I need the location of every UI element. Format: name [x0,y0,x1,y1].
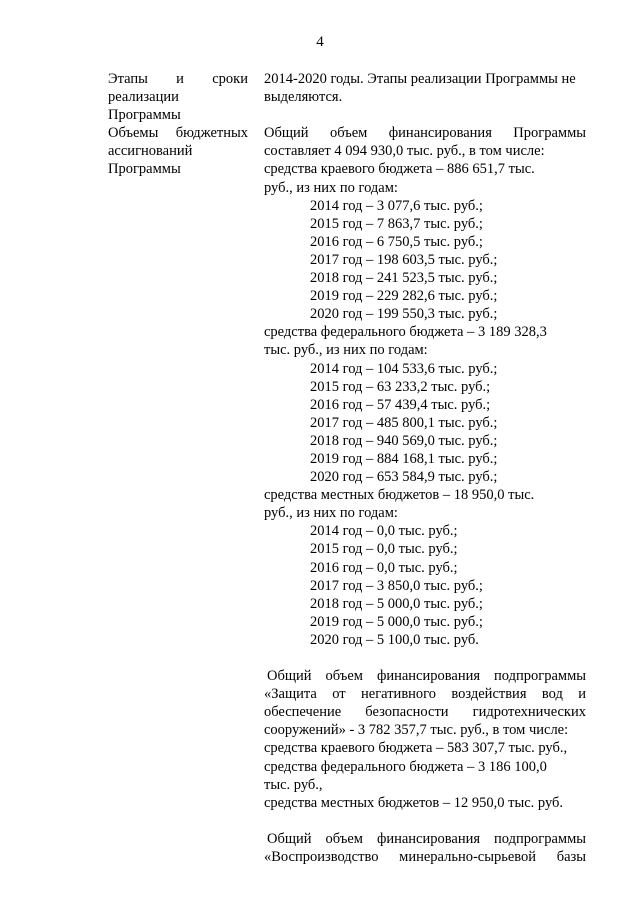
budget-label [108,124,248,866]
stages-label [108,70,248,124]
year-line: 2014 год – 0,0 тыс. руб.; [310,523,458,540]
year-line: 2019 год – 229 282,6 тыс. руб.; [310,288,498,305]
subprogram-line: Общий объем финансирования подпрограммы [267,830,586,847]
year-line: 2018 год – 241 523,5 тыс. руб.; [310,270,498,287]
label-line: Программы [108,161,181,178]
year-line: 2019 год – 5 000,0 тыс. руб.; [310,613,483,630]
spacer [264,649,586,667]
page-number: 4 [316,34,324,50]
subprogram-line: Общий объем финансирования подпрограммы [267,668,586,685]
year-line: 2014 год – 104 533,6 тыс. руб.; [310,360,498,377]
year-line: 2015 год – 7 863,7 тыс. руб.; [310,215,483,232]
subprogram-2-block [264,830,586,866]
year-line: 2018 год – 5 000,0 тыс. руб.; [310,595,483,612]
subprogram-line: «Воспроизводство минерально-сырьевой базы [264,849,586,866]
subprogram-line: обеспечение безопасности гидротехнических [264,704,586,721]
year-line: 2018 год – 940 569,0 тыс. руб.; [310,432,498,449]
label-line: реализации [108,89,179,106]
subprogram-line: средства краевого бюджета – 583 307,7 тыс. руб., [264,740,568,757]
spacer [264,812,586,830]
subprogram-line: средства местных бюджетов – 12 950,0 тыс. руб. [264,794,564,811]
stages-text [264,70,586,124]
budget-header-line: тыс. руб., из них по годам: [264,342,428,359]
year-line: 2017 год – 485 800,1 тыс. руб.; [310,414,498,431]
intro-line: Общий объем финансирования Программы [264,125,586,142]
year-line: 2016 год – 6 750,5 тыс. руб.; [310,233,483,250]
year-line: 2020 год – 199 550,3 тыс. руб.; [310,306,498,323]
year-line: 2020 год – 653 584,9 тыс. руб.; [310,469,498,486]
regional-budget-block [264,160,586,323]
budget-header-line: руб., из них по годам: [264,505,398,522]
intro-line: составляет 4 094 930,0 тыс. руб., в том числе: [264,143,545,160]
local-budget-block [264,486,586,649]
subprogram-line: средства федерального бюджета – 3 186 100,0 [264,758,547,775]
year-line: 2015 год – 0,0 тыс. руб.; [310,541,458,558]
passport-table [108,70,586,866]
budget-row [108,124,586,866]
label-line: ассигнований [108,143,193,160]
year-line: 2016 год – 0,0 тыс. руб.; [310,559,458,576]
text-line: 2014-2020 годы. Этапы реализации Программы не [264,71,576,87]
federal-budget-block [264,323,586,486]
year-line: 2019 год – 884 168,1 тыс. руб.; [310,450,498,467]
text-line: выделяются. [264,89,343,106]
year-line: 2014 год – 3 077,6 тыс. руб.; [310,197,483,214]
budget-header-line: руб., из них по годам: [264,179,398,196]
year-line: 2020 год – 5 100,0 тыс. руб. [310,631,479,648]
budget-text [264,124,586,866]
label-line: Этапы и сроки [108,71,248,87]
year-line: 2016 год – 57 439,4 тыс. руб.; [310,396,491,413]
year-line: 2015 год – 63 233,2 тыс. руб.; [310,378,491,395]
year-line: 2017 год – 198 603,5 тыс. руб.; [310,251,498,268]
budget-header-line: средства федерального бюджета – 3 189 328,3 [264,324,547,341]
subprogram-line: «Защита от негативного воздействия вод и [264,686,586,703]
year-line: 2017 год – 3 850,0 тыс. руб.; [310,577,483,594]
stages-row [108,70,586,124]
label-line: Программы [108,107,181,124]
subprogram-line: сооружений» - 3 782 357,7 тыс. руб., в том числе: [264,722,569,739]
subprogram-1-block [264,667,586,812]
budget-header-line: средства краевого бюджета – 886 651,7 тыс. [264,161,535,178]
subprogram-line: тыс. руб., [264,776,323,793]
label-line: Объемы бюджетных [108,125,248,142]
budget-header-line: средства местных бюджетов – 18 950,0 тыс. [264,487,535,504]
